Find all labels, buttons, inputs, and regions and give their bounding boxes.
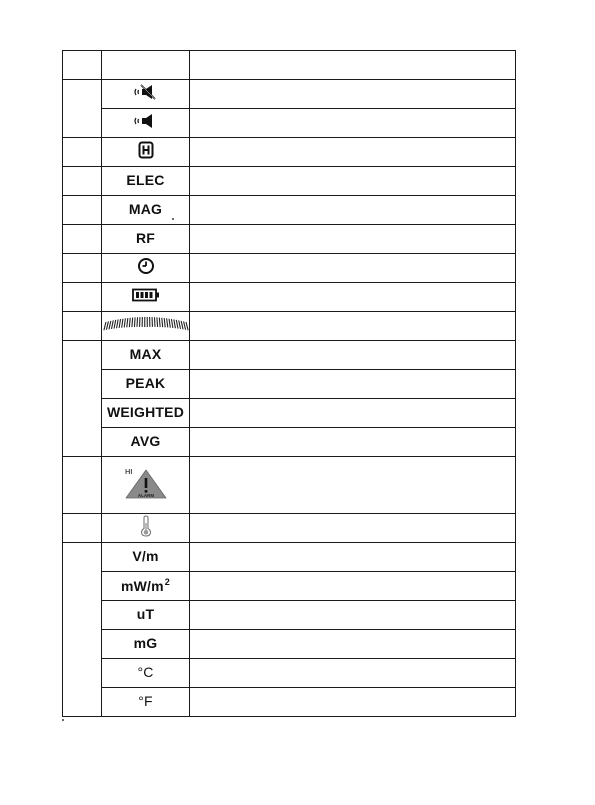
row-number-cell xyxy=(63,196,102,225)
table-row xyxy=(63,428,516,457)
symbol-cell xyxy=(102,630,190,659)
symbol-cell xyxy=(102,572,190,601)
battery-icon xyxy=(132,288,160,302)
symbol-cell xyxy=(102,601,190,630)
description-cell xyxy=(190,688,516,717)
table-row xyxy=(63,399,516,428)
table-row xyxy=(63,283,516,312)
table-row xyxy=(63,80,516,109)
unit-ut-symbol: uT xyxy=(136,606,155,622)
description-cell xyxy=(190,80,516,109)
description-cell xyxy=(190,283,516,312)
unit-vm-symbol: V/m xyxy=(132,548,159,564)
description-cell xyxy=(190,196,516,225)
symbol-cell xyxy=(102,254,190,283)
description-cell xyxy=(190,630,516,659)
symbol-cell xyxy=(102,312,190,341)
rf-symbol: RF xyxy=(135,230,156,246)
speaker-muted-icon xyxy=(133,83,159,101)
table-row xyxy=(63,341,516,370)
thermometer-icon xyxy=(140,515,152,537)
weighted-symbol: WEIGHTED xyxy=(106,404,185,420)
description-cell xyxy=(190,254,516,283)
table-row xyxy=(63,659,516,688)
max-symbol: MAX xyxy=(129,346,162,362)
description-cell xyxy=(190,543,516,572)
lcd-symbol-table xyxy=(62,50,516,717)
symbol-cell xyxy=(102,196,190,225)
description-cell xyxy=(190,341,516,370)
row-number-cell xyxy=(63,341,102,457)
table-row xyxy=(63,543,516,572)
description-cell xyxy=(190,399,516,428)
description-cell xyxy=(190,370,516,399)
hi-alarm-warning-icon xyxy=(123,466,169,500)
row-number-cell xyxy=(63,514,102,543)
speaker-on-icon xyxy=(133,112,159,130)
unit-mwm2-symbol xyxy=(121,578,170,594)
symbol-cell xyxy=(102,225,190,254)
table-row xyxy=(63,138,516,167)
unit-mwm2-exponent: 2 xyxy=(164,576,171,587)
row-number-cell xyxy=(63,138,102,167)
symbol-cell xyxy=(102,167,190,196)
hi-alarm-bottom-label: ALARM xyxy=(137,492,154,498)
symbol-cell xyxy=(102,514,190,543)
symbol-cell xyxy=(102,688,190,717)
avg-symbol: AVG xyxy=(130,433,161,449)
symbol-cell xyxy=(102,457,190,514)
table-row xyxy=(63,196,516,225)
symbol-cell xyxy=(102,543,190,572)
table-row xyxy=(63,572,516,601)
header-cell-number xyxy=(63,51,102,80)
symbol-cell xyxy=(102,283,190,312)
table-row xyxy=(63,370,516,399)
unit-celsius-symbol: °C xyxy=(137,664,154,680)
table-row xyxy=(63,457,516,514)
clock-icon xyxy=(137,257,155,275)
peak-symbol: PEAK xyxy=(125,375,166,391)
row-number-cell xyxy=(63,457,102,514)
description-cell xyxy=(190,225,516,254)
row-number-cell xyxy=(63,80,102,138)
symbol-cell xyxy=(102,659,190,688)
symbol-cell xyxy=(102,370,190,399)
elec-symbol: ELEC xyxy=(126,172,165,188)
unit-fahrenheit-symbol: °F xyxy=(138,693,153,709)
description-cell xyxy=(190,601,516,630)
symbol-cell xyxy=(102,428,190,457)
symbol-cell xyxy=(102,109,190,138)
description-cell xyxy=(190,572,516,601)
hi-alarm-top-label: HI xyxy=(124,466,132,476)
header-cell-symbol xyxy=(102,51,190,80)
row-number-cell xyxy=(63,543,102,717)
symbol-cell xyxy=(102,341,190,370)
description-cell xyxy=(190,138,516,167)
symbol-cell xyxy=(102,80,190,109)
symbol-cell xyxy=(102,399,190,428)
header-cell-description xyxy=(190,51,516,80)
table-row xyxy=(63,109,516,138)
table-row xyxy=(63,601,516,630)
row-number-cell xyxy=(63,283,102,312)
table-row xyxy=(63,514,516,543)
table-row xyxy=(63,630,516,659)
table-row xyxy=(63,254,516,283)
description-cell xyxy=(190,167,516,196)
hold-h-icon xyxy=(138,141,154,159)
description-cell xyxy=(190,109,516,138)
table-row xyxy=(63,312,516,341)
row-number-cell xyxy=(63,167,102,196)
symbol-cell xyxy=(102,138,190,167)
row-number-cell xyxy=(63,254,102,283)
description-cell xyxy=(190,428,516,457)
stray-mark xyxy=(172,218,174,220)
description-cell xyxy=(190,457,516,514)
table-row xyxy=(63,225,516,254)
stray-mark xyxy=(62,719,64,721)
row-number-cell xyxy=(63,225,102,254)
mag-symbol: MAG xyxy=(128,201,163,217)
unit-mg-symbol: mG xyxy=(133,635,158,651)
table-row xyxy=(63,167,516,196)
header-row xyxy=(63,51,516,80)
description-cell xyxy=(190,659,516,688)
description-cell xyxy=(190,514,516,543)
unit-mwm2-base: mW/m xyxy=(120,577,164,594)
description-cell xyxy=(190,312,516,341)
table-row xyxy=(63,688,516,717)
row-number-cell xyxy=(63,312,102,341)
bargraph-arc-icon xyxy=(103,315,189,333)
